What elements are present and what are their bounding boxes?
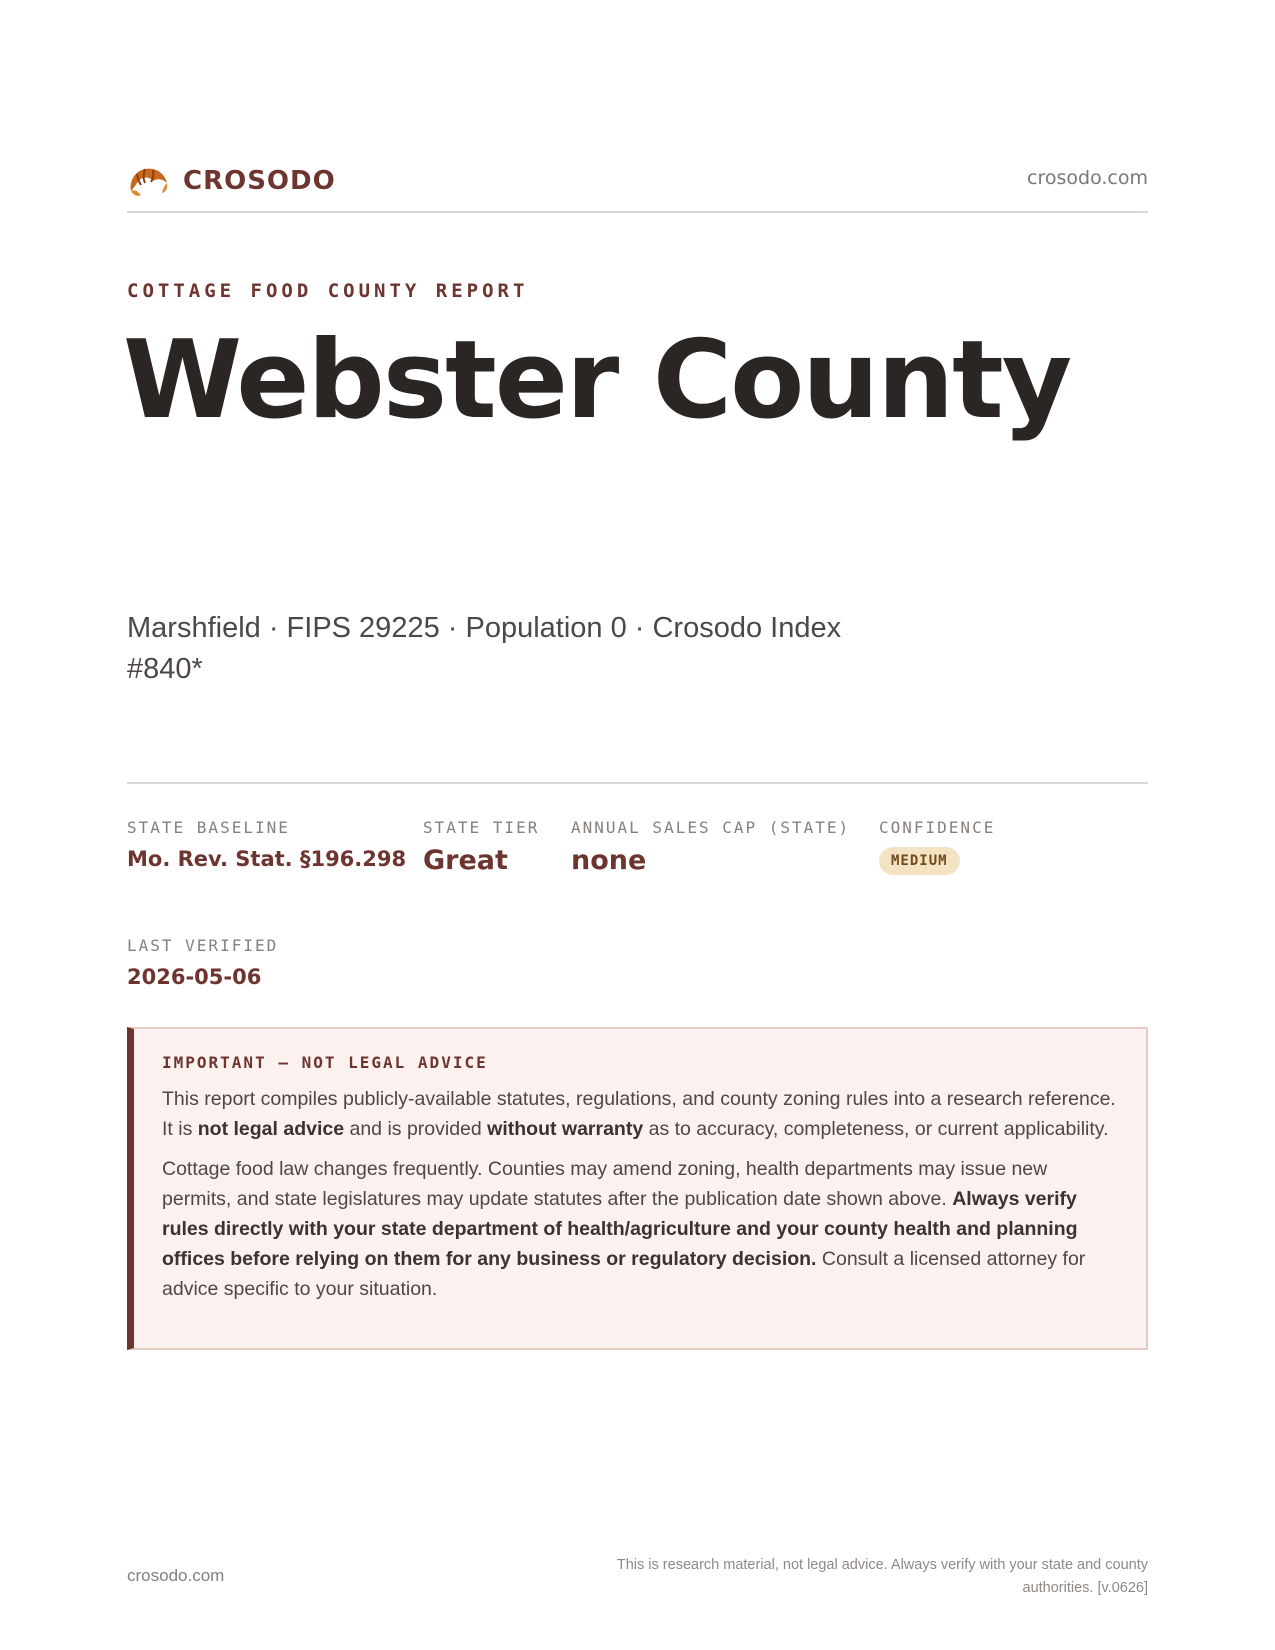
notice-paragraph	[162, 1084, 1118, 1144]
footer-disclaimer: This is research material, not legal advice. Always verify with your state and county authorities. [v.0626]	[616, 1557, 1148, 1596]
notice-text: as to accuracy, completeness, or current applicability.	[643, 1118, 1109, 1140]
stat-state-baseline	[127, 818, 406, 871]
croissant-icon	[127, 161, 169, 201]
section-divider	[127, 782, 1148, 784]
notice-text: Cottage food law changes frequently. Counties may amend zoning, health departments may issue new permits, and state legislatures may update statutes after the publication date shown above.	[162, 1158, 1048, 1210]
footer-url[interactable]: crosodo.com	[127, 1566, 225, 1585]
notice-emphasis: not legal advice	[197, 1118, 345, 1140]
notice-emphasis: without warranty	[487, 1118, 644, 1140]
page-header	[127, 155, 1148, 213]
brand[interactable]	[127, 161, 336, 201]
stat-value: Mo. Rev. Stat. §196.298	[127, 847, 407, 871]
stat-label: LAST VERIFIED	[127, 936, 279, 955]
notice-text: This report compiles publicly-available statutes, regulations, and county zoning rules into a research reference. It is	[162, 1088, 1116, 1140]
report-page	[123, 0, 1148, 1650]
stat-value: none	[571, 845, 647, 876]
stat-label: STATE TIER	[423, 818, 540, 837]
stat-label: STATE BASELINE	[127, 818, 290, 837]
stat-value: Great	[423, 845, 508, 876]
notice-title: IMPORTANT — NOT LEGAL ADVICE	[162, 1053, 488, 1072]
notice-text: and is provided	[344, 1118, 488, 1140]
stat-confidence	[879, 818, 995, 875]
confidence-badge: MEDIUM	[879, 847, 960, 875]
stat-state-tier	[423, 818, 539, 876]
notice-text: Consult a licensed attorney for advice specific to your situation.	[162, 1248, 1086, 1300]
stat-value: 2026-05-06	[127, 965, 262, 989]
stat-label: ANNUAL SALES CAP (STATE)	[571, 818, 851, 837]
report-eyebrow: COTTAGE FOOD COUNTY REPORT	[127, 280, 529, 302]
stat-label: CONFIDENCE	[879, 818, 996, 837]
report-subtitle: Marshfield · FIPS 29225 · Population 0 · Crosodo Index #840*	[127, 612, 842, 685]
legal-notice	[127, 1027, 1148, 1350]
site-url[interactable]: crosodo.com	[1027, 167, 1148, 189]
brand-name: CROSODO	[183, 166, 336, 196]
stat-last-verified	[127, 936, 278, 989]
notice-paragraph	[162, 1154, 1118, 1304]
notice-emphasis: Always verify rules directly with your state department of health/agriculture and your county health and planning offices before relying on them for any business or regulatory decision.	[162, 1188, 1078, 1270]
stat-annual-sales-cap	[571, 818, 850, 876]
page-title: Webster County	[123, 318, 1071, 443]
